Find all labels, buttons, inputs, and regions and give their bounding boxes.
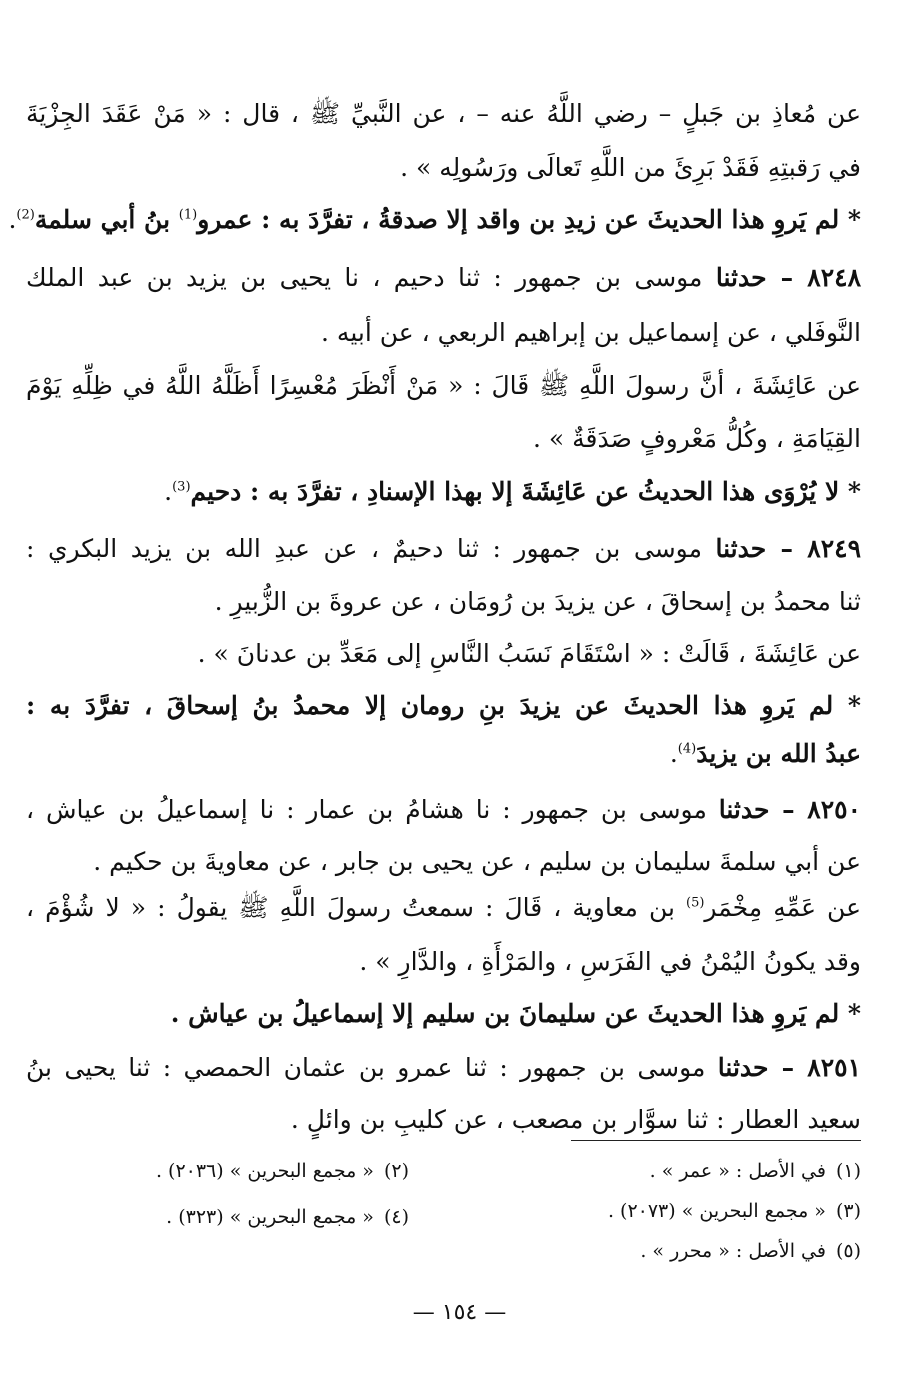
text-run: . xyxy=(164,477,173,506)
text-line xyxy=(26,470,861,514)
text-run: عن عَائِشَةَ ، قَالَتْ : « اسْتَقَامَ نَسَبُ النَّاسِ إلى مَعَدِّ بن عدنانَ » . xyxy=(197,639,861,668)
text-line xyxy=(26,256,861,300)
text-line xyxy=(26,417,861,461)
text-line xyxy=(26,146,861,190)
page-number: — ١٥٤ — xyxy=(412,1300,507,1325)
footnote-label: (١) xyxy=(835,1160,861,1182)
footnote-divider xyxy=(571,1140,861,1141)
text-line xyxy=(26,632,861,676)
text-run: النَّوفَلي ، عن إسماعيل بن إبراهيم الربعي ، عن أبيه . xyxy=(321,318,861,347)
text-run: عن عَائِشَةَ ، أنَّ رسولَ اللَّهِ ﷺ قَالَ : « مَنْ أَنْظَرَ مُعْسِرًا أَظَلَّهُ اللَّهُ في ظِلِّهِ يَوْمَ xyxy=(26,371,861,400)
footnote-ref: (5) xyxy=(685,895,705,911)
text-run: عن مُعاذِ بن جَبلٍ – رضي اللَّهُ عنه – ، عن النَّبيِّ ﷺ ، قال : « مَنْ عَقَدَ الجِزْيَةَ xyxy=(26,99,861,128)
footnote-ref: (1) xyxy=(178,207,198,223)
bold-text: بنُ أبي سلمة xyxy=(34,205,179,234)
bold-text: * لم يَروِ هذا الحديثَ عن يزيدَ بنِ رومان إلا محمدُ بنُ إسحاقَ ، تفرَّدَ به : xyxy=(26,691,861,720)
footnote-label: (٥) xyxy=(835,1240,861,1262)
text-run: ثنا محمدُ بن إسحاقَ ، عن يزيدَ بن رُومَان ، عن عروةَ بن الزُّبيرِ . xyxy=(214,587,861,616)
text-line xyxy=(26,311,861,355)
footnote-text: في الأصل : « عمر » . xyxy=(649,1160,826,1182)
bold-text: ٨٢٥٠ – حدثنا xyxy=(718,795,861,824)
text-line xyxy=(8,198,861,242)
text-line xyxy=(26,940,861,984)
footnote xyxy=(640,1236,861,1266)
footnote xyxy=(650,1156,861,1186)
bold-text: * لا يُرْوَى هذا الحديثُ عن عَائِشَةَ إلا بهذا الإسنادِ ، تفرَّدَ به : دحيم xyxy=(190,477,861,506)
footnote xyxy=(608,1196,861,1226)
footnote xyxy=(166,1202,409,1232)
footnote-label: (٤) xyxy=(383,1206,409,1228)
text-line xyxy=(26,92,861,136)
text-line xyxy=(26,840,861,884)
footnote-ref: (2) xyxy=(16,207,35,223)
text-line xyxy=(26,1098,861,1142)
text-line xyxy=(26,732,861,776)
bold-text: ٨٢٥١ – حدثنا xyxy=(717,1053,861,1082)
footnote-label: (٢) xyxy=(383,1160,409,1182)
text-line xyxy=(26,364,861,408)
text-line xyxy=(26,684,861,728)
text-run: موسى بن جمهور : ثنا دحيمٌ ، عن عبدِ الله بن يزيد البكري : xyxy=(26,534,716,563)
text-run: موسى بن جمهور : ثنا دحيم ، نا يحيى بن يزيد بن عبد الملك xyxy=(26,263,716,292)
footnote-text: « مجمع البحرين » (٢٠٧٣) . xyxy=(607,1200,826,1222)
text-line xyxy=(26,788,861,832)
bold-text: عبدُ الله بن يزيدَ xyxy=(696,739,861,768)
bold-text: * لم يَروِ هذا الحديثَ عن سليمانَ بن سليم إلا إسماعيلُ بن عياش . xyxy=(170,999,861,1028)
footnote-ref: (3) xyxy=(172,479,191,495)
text-run: عن عَمِّهِ مِخْمَر xyxy=(704,893,862,922)
text-line xyxy=(26,527,861,571)
text-run: موسى بن جمهور : ثنا عمرو بن عثمان الحمصي : ثنا يحيى بنُ xyxy=(26,1053,718,1082)
text-line xyxy=(26,1046,861,1090)
footnote-text: « مجمع البحرين » (٢٠٣٦) . xyxy=(155,1160,374,1182)
text-run: موسى بن جمهور : نا هشامُ بن عمار : نا إسماعيلُ بن عياش ، xyxy=(26,795,719,824)
bold-text: * لم يَروِ هذا الحديثَ عن زيدِ بن واقد إلا صدقةُ ، تفرَّدَ به : عمرو xyxy=(197,205,861,234)
text-run: في رَقبتِهِ فَقَدْ بَرِئَ من اللَّهِ تَعالَى ورَسُولِه » . xyxy=(400,153,861,182)
text-run: . xyxy=(8,205,17,234)
text-run: القِيَامَةِ ، وكُلُّ مَعْروفٍ صَدَقَةٌ » . xyxy=(532,424,861,453)
footnote xyxy=(156,1156,409,1186)
text-run: . xyxy=(669,739,678,768)
bold-text: ٨٢٤٩ – حدثنا xyxy=(715,534,861,563)
text-run: سعيد العطار : ثنا سوَّار بن مصعب ، عن كليبِ بن وائلٍ . xyxy=(290,1105,861,1134)
text-line xyxy=(26,580,861,624)
bold-text: ٨٢٤٨ – حدثنا xyxy=(715,263,861,292)
text-run: وقد يكونُ اليُمْنُ في الفَرَسِ ، والمَرْأَةِ ، والدَّارِ » . xyxy=(359,947,861,976)
text-run: بن معاوية ، قَالَ : سمعتُ رسولَ اللَّهِ ﷺ يقولُ : « لا شُؤْمَ ، xyxy=(26,893,686,922)
footnote-ref: (4) xyxy=(677,741,697,757)
footnote-text: في الأصل : « محرر » . xyxy=(640,1240,826,1262)
text-line xyxy=(26,992,861,1036)
text-run: عن أبي سلمةَ سليمان بن سليم ، عن يحيى بن جابر ، عن معاويةَ بن حكيم . xyxy=(93,847,861,876)
footnote-text: « مجمع البحرين » (٣٢٣) . xyxy=(166,1206,374,1228)
text-line xyxy=(26,886,861,930)
footnote-label: (٣) xyxy=(835,1200,861,1222)
